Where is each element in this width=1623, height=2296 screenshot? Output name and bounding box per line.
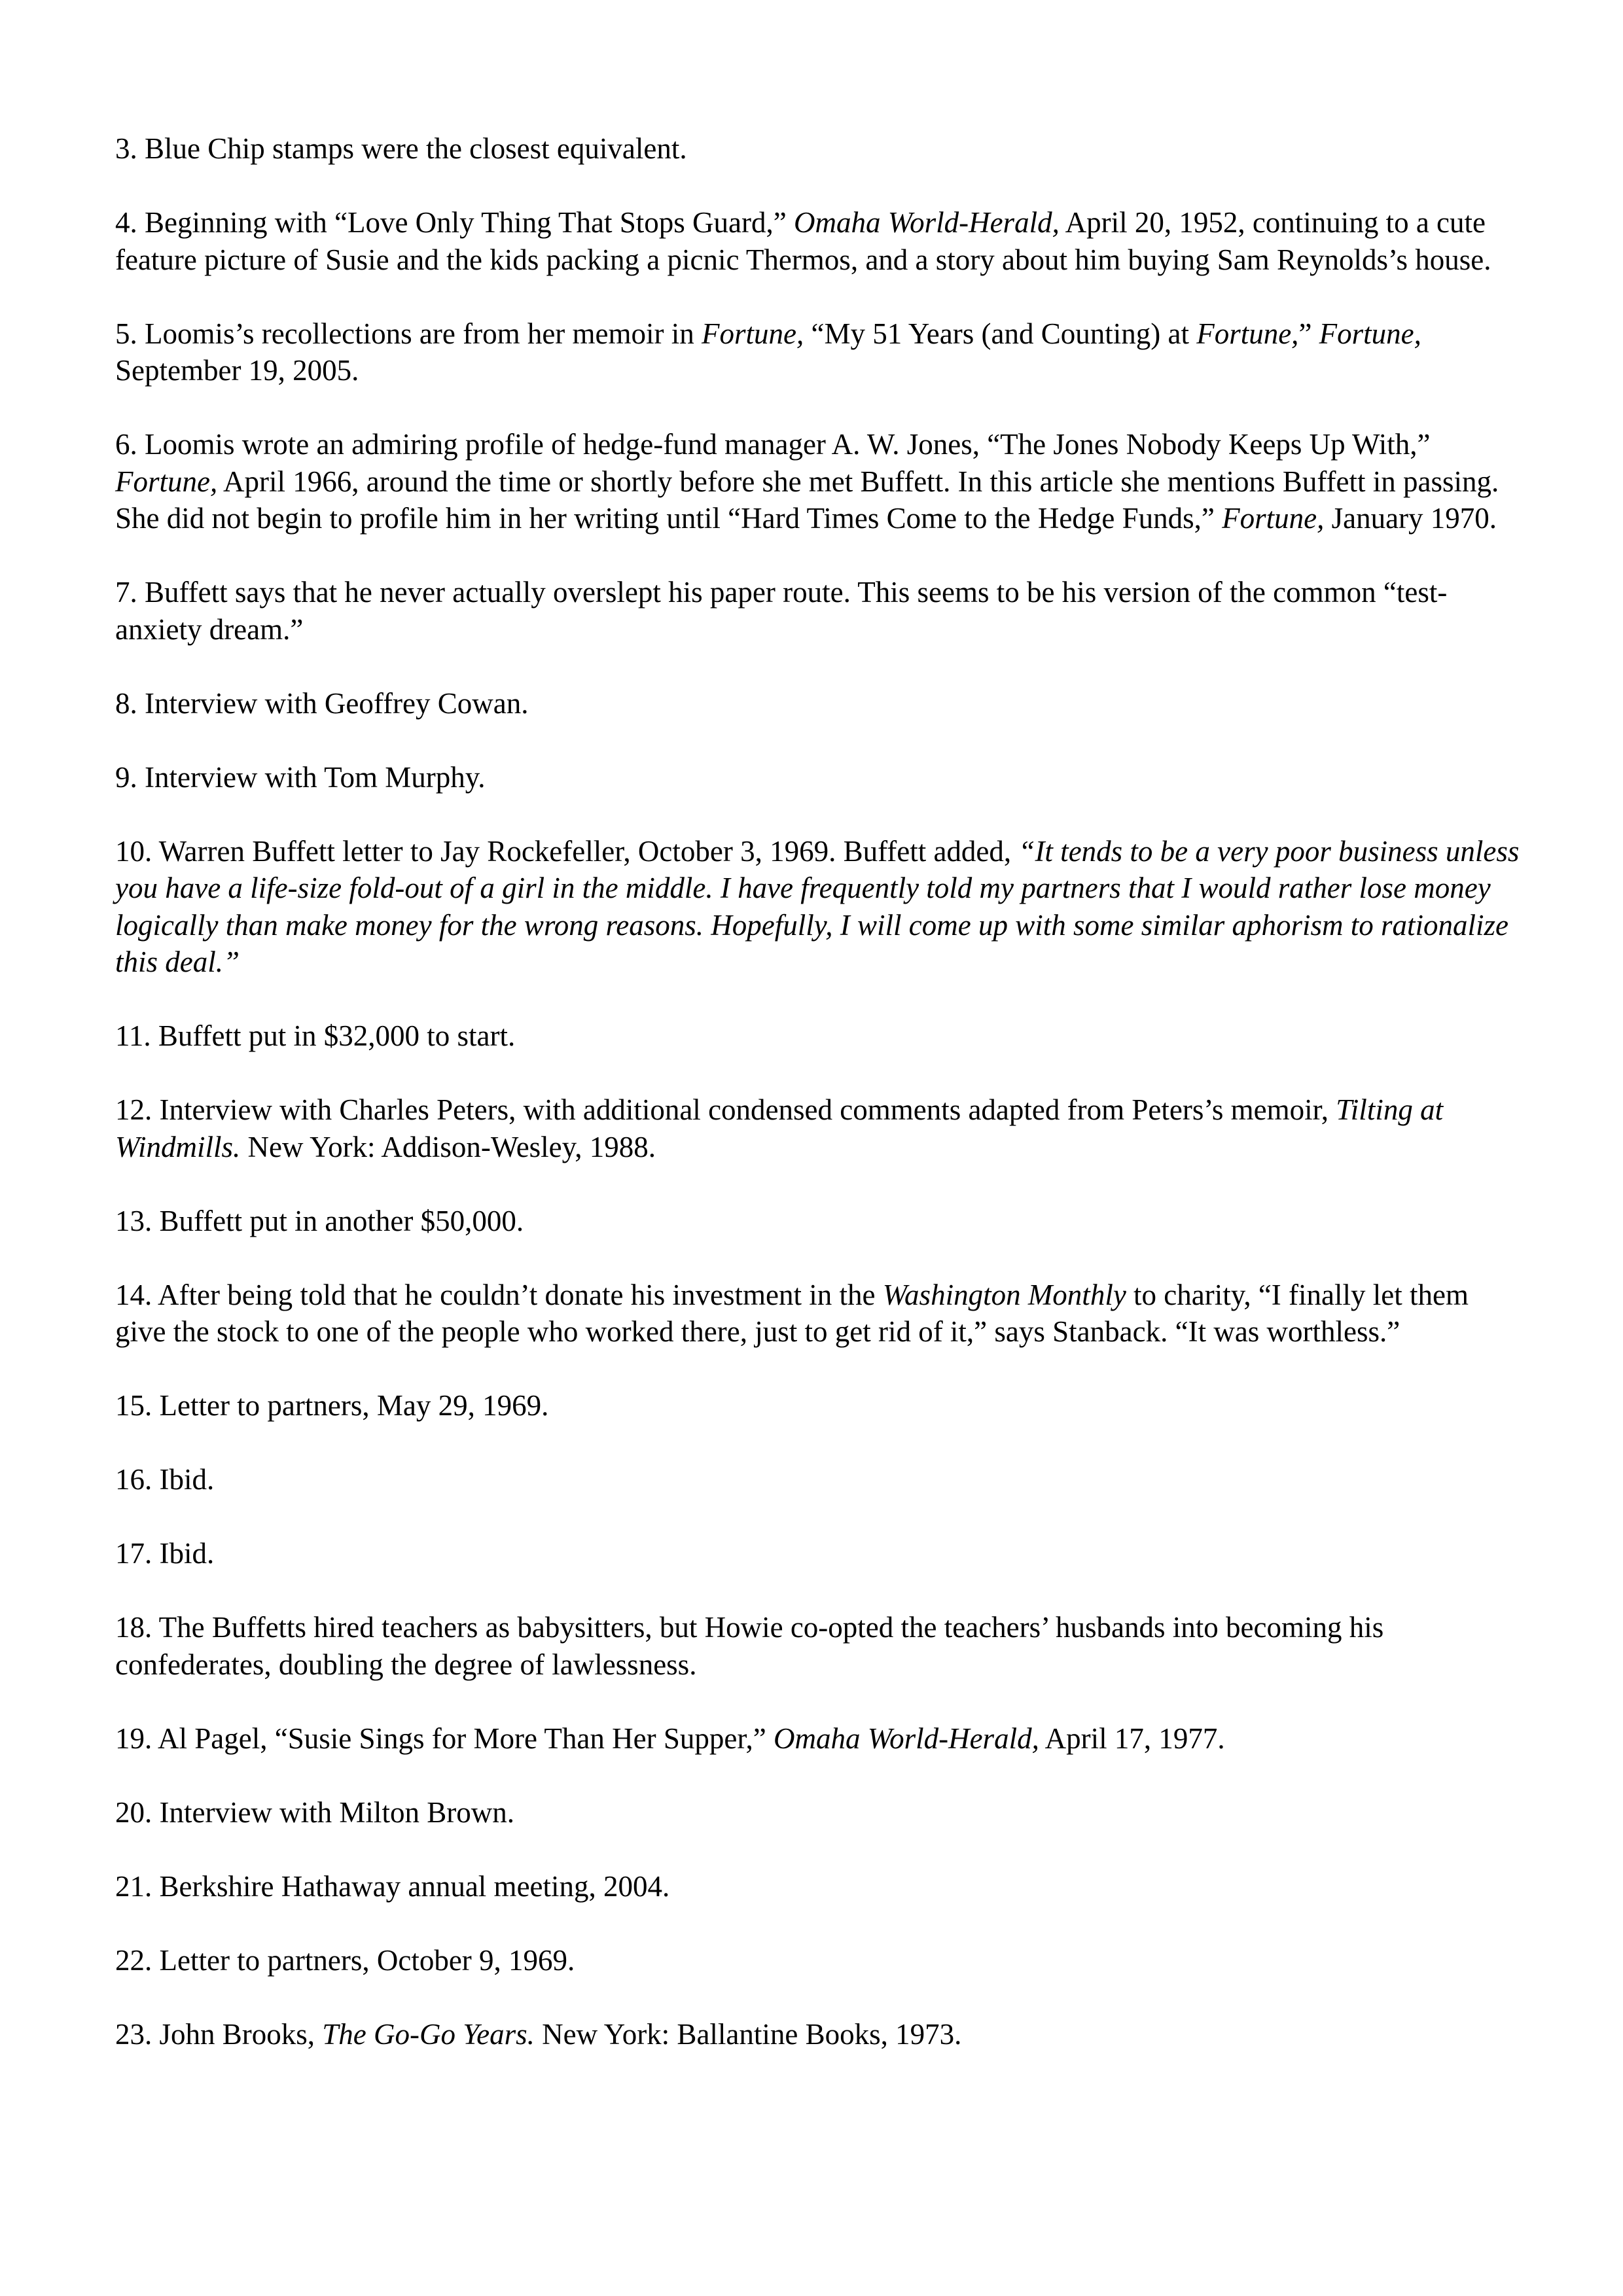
italic-text: Omaha World-Herald, — [773, 1722, 1039, 1755]
endnote-11 — [115, 1017, 1522, 1055]
italic-text: Fortune, — [702, 317, 804, 350]
note-text: 16. Ibid. — [115, 1463, 215, 1496]
note-text: 21. Berkshire Hathaway annual meeting, 2004. — [115, 1869, 670, 1903]
note-text: New York: Ballantine Books, 1973. — [534, 2017, 962, 2051]
note-text: 10. Warren Buffett letter to Jay Rockefeller, October 3, 1969. Buffett added, — [115, 834, 1019, 868]
note-text: 3. Blue Chip stamps were the closest equivalent. — [115, 132, 687, 165]
endnote-20 — [115, 1794, 1522, 1831]
note-text: 8. Interview with Geoffrey Cowan. — [115, 686, 529, 720]
italic-text: Omaha World-Herald, — [793, 206, 1060, 239]
note-text: 12. Interview with Charles Peters, with additional condensed comments adapted from Peters’s memoir, — [115, 1093, 1336, 1126]
note-text: 23. John Brooks, — [115, 2017, 323, 2051]
italic-text: “It tends to be a very poor business unless you have a life-size fold-out of a girl in the middle. I have frequently told my partners that I would rather lose money logically than make money for the wrong reasons. Hopefully, I will come up with some similar aphorism to rationalize this deal.” — [115, 834, 1520, 978]
note-text: January 1970. — [1324, 502, 1497, 535]
endnote-5 — [115, 315, 1522, 389]
endnote-7 — [115, 574, 1522, 648]
endnote-16 — [115, 1461, 1522, 1498]
note-text: 19. Al Pagel, “Susie Sings for More Than Her Supper,” — [115, 1722, 774, 1755]
italic-text: Fortune, — [1222, 502, 1325, 535]
endnote-8 — [115, 685, 1522, 722]
endnote-19 — [115, 1720, 1522, 1757]
note-text: New York: Addison-Wesley, 1988. — [240, 1130, 656, 1163]
note-text: “My 51 Years (and Counting) at — [804, 317, 1197, 350]
note-text: April 1966, around the time or shortly before she met Buffett. In this article she mentions Buffett in passing. She did not begin to profile him in her writing until “Hard Times Come to the Hedge Funds,” — [115, 465, 1499, 535]
italic-text: Fortune, — [1196, 317, 1299, 350]
endnote-9 — [115, 759, 1522, 796]
note-text: 9. Interview with Tom Murphy. — [115, 760, 486, 794]
endnote-3 — [115, 130, 1522, 168]
note-text: 6. Loomis wrote an admiring profile of hedge-fund manager A. W. Jones, “The Jones Nobody Keeps Up With,” — [115, 428, 1431, 461]
note-text: to charity, “I finally let them give the stock to one of the people who worked there, just to get rid of it,” says Stanback. “It was worthless.” — [115, 1278, 1469, 1348]
note-text: 14. After being told that he couldn’t donate his investment in the — [115, 1278, 883, 1311]
note-text: April 17, 1977. — [1039, 1722, 1225, 1755]
endnote-21 — [115, 1868, 1522, 1905]
note-text: 18. The Buffetts hired teachers as babysitters, but Howie co-opted the teachers’ husbands into becoming his confederates, doubling the degree of lawlessness. — [115, 1611, 1384, 1681]
italic-text: The Go-Go Years. — [322, 2017, 535, 2051]
note-text: 13. Buffett put in another $50,000. — [115, 1204, 524, 1237]
endnote-22 — [115, 1942, 1522, 1979]
endnote-12 — [115, 1091, 1522, 1165]
endnotes-page — [115, 130, 1522, 2090]
italic-text: Tilting at Windmills. — [115, 1093, 1444, 1163]
note-text: ” — [1298, 317, 1319, 350]
endnote-15 — [115, 1387, 1522, 1424]
endnote-6 — [115, 426, 1522, 537]
note-text: 20. Interview with Milton Brown. — [115, 1795, 514, 1829]
italic-text: Fortune, — [1319, 317, 1421, 350]
italic-text: Fortune, — [115, 465, 218, 498]
endnote-4 — [115, 204, 1522, 278]
endnote-13 — [115, 1203, 1522, 1240]
note-text: 11. Buffett put in $32,000 to start. — [115, 1019, 516, 1052]
endnote-18 — [115, 1609, 1522, 1683]
endnote-10 — [115, 833, 1522, 981]
note-text: 17. Ibid. — [115, 1537, 215, 1570]
note-text: 4. Beginning with “Love Only Thing That Stops Guard,” — [115, 206, 794, 239]
endnote-14 — [115, 1277, 1522, 1351]
note-text: April 20, 1952, continuing to a cute feature picture of Susie and the kids packing a picnic Thermos, and a story about him buying Sam Reynolds’s house. — [115, 206, 1491, 276]
note-text: 15. Letter to partners, May 29, 1969. — [115, 1389, 549, 1422]
note-text: September 19, 2005. — [115, 354, 359, 387]
note-text: 7. Buffett says that he never actually overslept his paper route. This seems to be his version of the common “test-anxiety dream.” — [115, 576, 1448, 646]
endnote-23 — [115, 2016, 1522, 2053]
note-text: 5. Loomis’s recollections are from her memoir in — [115, 317, 702, 350]
italic-text: Washington Monthly — [882, 1278, 1126, 1311]
endnote-17 — [115, 1535, 1522, 1572]
note-text: 22. Letter to partners, October 9, 1969. — [115, 1943, 575, 1977]
